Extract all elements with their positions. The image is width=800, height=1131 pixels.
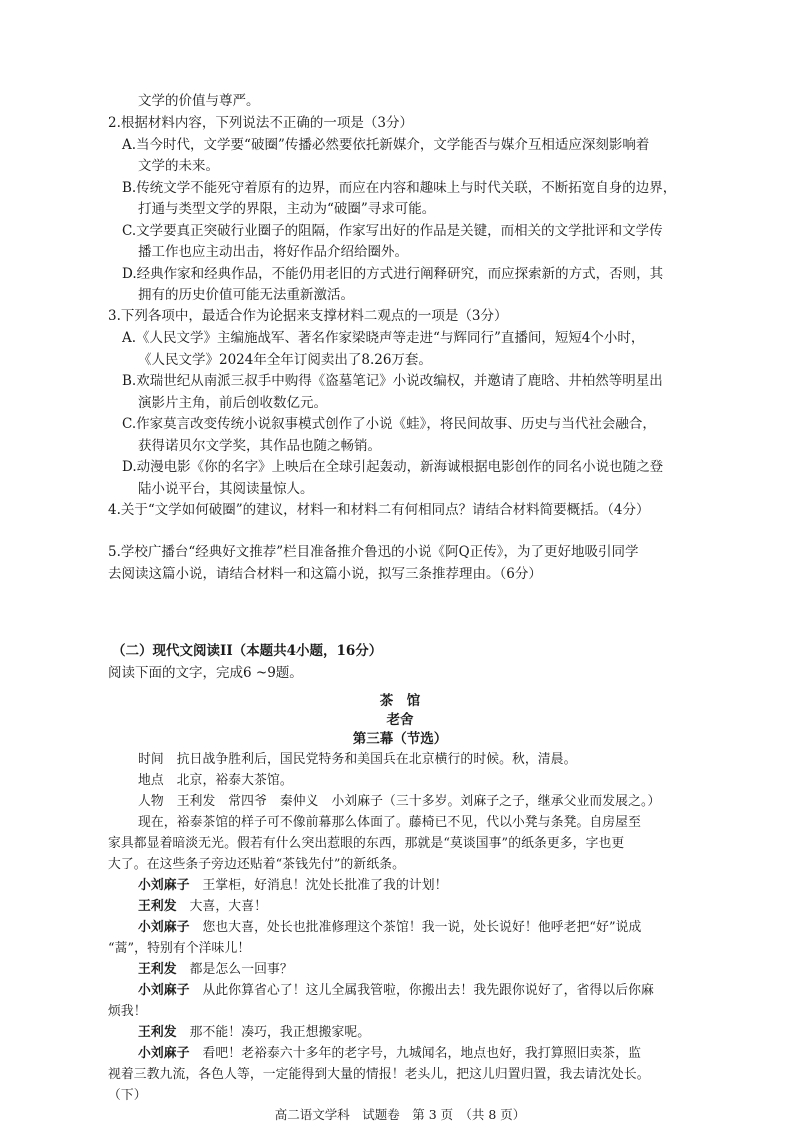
speaker-name: 小刘麻子 — [138, 983, 190, 998]
dialogue-text-cont: 视着三教九流，各色人等，一定能得到大量的情报！老头儿，把这儿归置归置，我去请沈处长。 — [108, 1067, 650, 1082]
dialogue-line — [138, 1024, 370, 1042]
dialogue-text: 从此你算省心了！这儿全属我管啦，你搬出去！我先跟你说好了，省得以后你麻 — [202, 983, 654, 998]
q2-option-b-cont: 打通与类型文学的界限，主动为“破圈”寻求可能。 — [138, 201, 436, 217]
q3-option-c-cont: 获得诺贝尔文学奖，其作品也随之畅销。 — [138, 438, 381, 454]
dialogue-text: 都是怎么一回事？ — [189, 962, 293, 977]
speaker-name: 小刘麻子 — [138, 1046, 190, 1061]
dialogue-line — [138, 982, 654, 1000]
q2-stem: 2.根据材料内容，下列说法不正确的一项是（3分） — [108, 115, 413, 131]
dialogue-line — [138, 877, 448, 895]
play-act: 第三幕（节选） — [352, 731, 448, 747]
q2-option-d-cont: 拥有的历史价值可能无法重新激活。 — [138, 287, 354, 303]
dialogue-line — [138, 919, 641, 937]
dialogue-text-cont: “蒿”，特别有个洋味儿！ — [108, 941, 251, 956]
q3-option-b-cont: 演影片主角，前后创收数亿元。 — [138, 395, 327, 411]
dialogue-text-cont: 烦我！ — [108, 1004, 147, 1019]
dialogue-text-cont: （下） — [108, 1088, 147, 1103]
dialogue-line — [138, 961, 293, 979]
speaker-name: 王利发 — [138, 1025, 177, 1040]
q3-option-b: B.欢瑞世纪从南派三叔手中购得《盗墓笔记》小说改编权，并邀请了鹿晗、井柏然等明星出 — [122, 373, 663, 389]
speaker-name: 王利发 — [138, 962, 177, 977]
q3-option-a-cont: 《人民文学》2024年全年订阅卖出了8.26万套。 — [138, 352, 432, 368]
q2-option-d: D.经典作家和经典作品，不能仍用老旧的方式进行阐释研究，而应探索新的方式，否则，其 — [122, 266, 664, 282]
q2-option-a-cont: 文学的未来。 — [138, 158, 219, 174]
q3-option-a: A.《人民文学》主编施战军、著名作家梁晓声等走进“与辉同行”直播间，短短4个小时， — [122, 330, 645, 346]
q5-stem-line2: 去阅读这篇小说，请结合材料一和这篇小说，拟写三条推荐理由。（6分） — [108, 566, 542, 582]
page-footer: 高二语文学科 试题卷 第 3 页 （共 8 页） — [274, 1107, 526, 1122]
q1-tail: 文学的价值与尊严。 — [138, 93, 260, 109]
q4-stem: 4.关于“文学如何破圈”的建议，材料一和材料二有何相同点？请结合材料简要概括。（4分） — [108, 502, 650, 518]
speaker-name: 小刘麻子 — [138, 878, 190, 893]
q2-option-c-cont: 播工作也应主动出击，将好作品介绍给圈外。 — [138, 244, 408, 260]
scene-direction-1: 现在，裕泰茶馆的样子可不像前幕那么体面了。藤椅已不见，代以小凳与条凳。自房屋至 — [138, 815, 641, 830]
scene-direction-3: 大了。在这些条子旁边还贴着“茶钱先付”的新纸条。 — [108, 857, 406, 872]
dialogue-text: 大喜，大喜！ — [189, 899, 267, 914]
section-instruction: 阅读下面的文字，完成6 ~9题。 — [108, 665, 303, 681]
play-title: 茶 馆 — [379, 693, 421, 709]
q5-stem-line1: 5.学校广播台“经典好文推荐”栏目准备推介鲁迅的小说《阿Q正传》，为了更好地吸引同学 — [108, 544, 639, 560]
dialogue-text: 那不能！凑巧，我正想搬家呢。 — [189, 1025, 371, 1040]
dialogue-line — [138, 898, 267, 916]
q3-stem: 3.下列各项中，最适合作为论据来支撑材料二观点的一项是（3分） — [108, 308, 508, 324]
q2-option-b: B.传统文学不能死守着原有的边界，而应在内容和趣味上与时代关联，不断拓宽自身的边界， — [122, 180, 677, 196]
play-people: 人物 王利发 常四爷 秦仲义 小刘麻子（三十多岁。刘麻子之子，继承父业而发展之。） — [138, 794, 661, 809]
q2-option-c: C.文学要真正突破行业圈子的阻隔，作家写出好的作品是关键，而相关的文学批评和文学传 — [122, 223, 663, 239]
play-author: 老舍 — [386, 712, 414, 728]
speaker-name: 王利发 — [138, 899, 177, 914]
dialogue-text: 看吧！老裕泰六十多年的老字号，九城闻名，地点也好，我打算照旧卖茶，监 — [202, 1046, 641, 1061]
play-time: 时间 抗日战争胜利后，国民党特务和美国兵在北京横行的时候。秋，清晨。 — [138, 752, 577, 767]
dialogue-line — [138, 1045, 641, 1063]
q3-option-d-cont: 陆小说平台，其阅读量惊人。 — [138, 481, 314, 497]
play-place: 地点 北京，裕泰大茶馆。 — [138, 773, 293, 788]
dialogue-text: 您也大喜，处长也批准修理这个茶馆！我一说，处长说好！他呼老把“好”说成 — [202, 920, 642, 935]
q3-option-d: D.动漫电影《你的名字》上映后在全球引起轰动，新海诚根据电影创作的同名小说也随之登 — [122, 459, 664, 475]
scene-direction-2: 家具都显着暗淡无光。假若有什么突出惹眼的东西，那就是“莫谈国事”的纸条更多，字也更 — [108, 836, 625, 851]
q3-option-c: C.作家莫言改变传统小说叙事模式创作了小说《蛙》，将民间故事、历史与当代社会融合， — [122, 416, 656, 432]
q2-option-a: A.当今时代，文学要“破圈”传播必然要依托新媒介，文学能否与媒介互相适应深刻影响着 — [122, 137, 650, 153]
dialogue-text: 王掌柜，好消息！沈处长批准了我的计划！ — [202, 878, 448, 893]
section-heading: （二）现代文阅读II（本题共4小题，16分） — [112, 643, 383, 659]
speaker-name: 小刘麻子 — [138, 920, 190, 935]
